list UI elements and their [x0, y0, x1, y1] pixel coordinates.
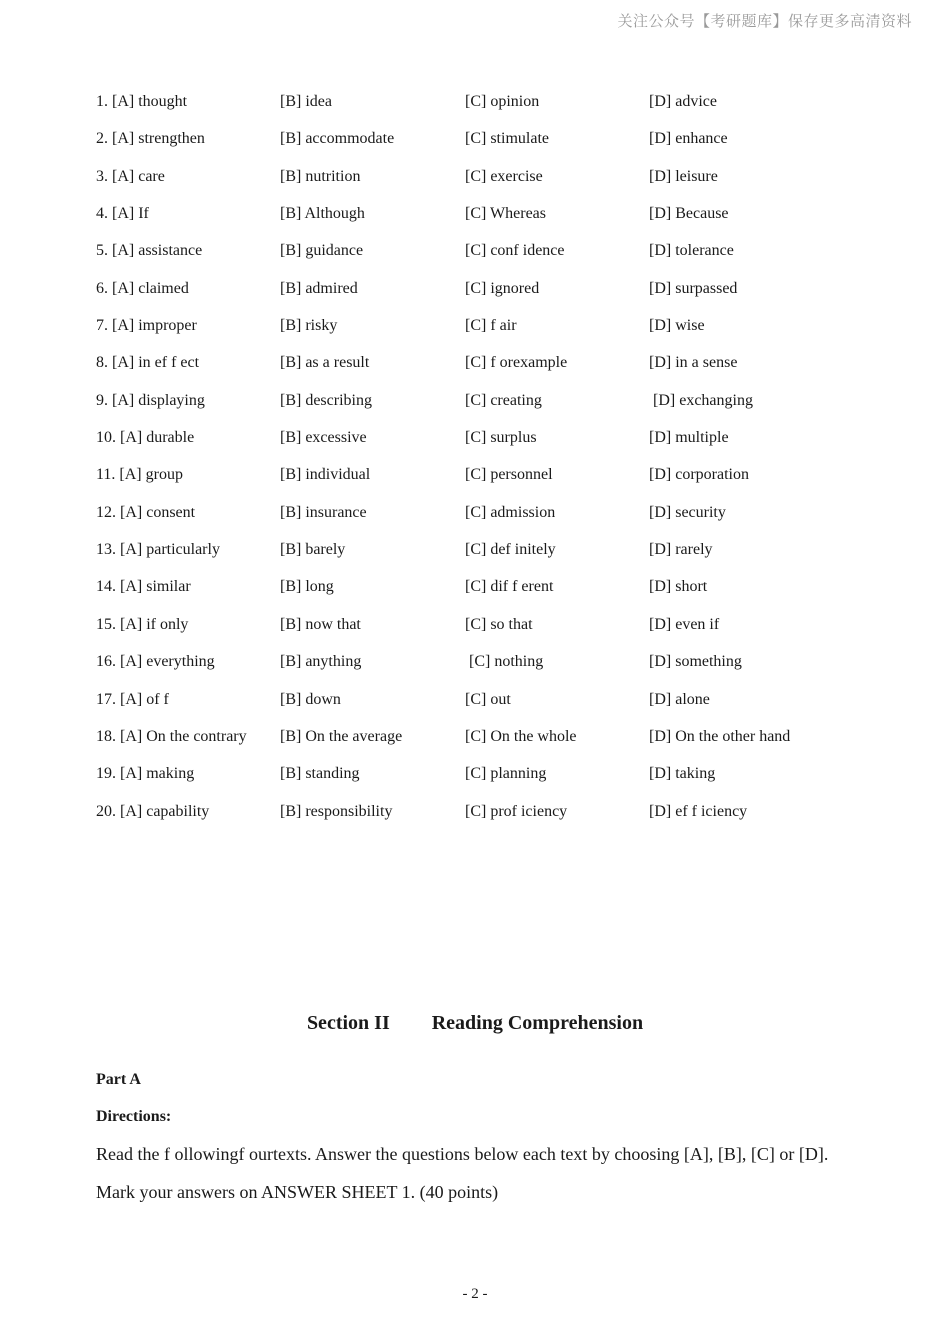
option-a: 10. [A] durable: [96, 429, 195, 447]
option-a: 3. [A] care: [96, 167, 165, 185]
option-a: 9. [A] displaying: [96, 391, 205, 409]
question-row: [96, 503, 876, 540]
part-label: Part A: [96, 1071, 141, 1088]
watermark-text: 关注公众号【考研题库】保存更多高清资料: [617, 12, 912, 30]
question-row: [96, 802, 876, 839]
question-row: [96, 167, 876, 204]
option-c: [C] dif f erent: [465, 578, 554, 596]
option-c: [C] opinion: [465, 93, 540, 110]
option-c: [C] Whereas: [465, 205, 546, 223]
option-d: [D] corporation: [649, 466, 749, 484]
option-c: [C] personnel: [465, 466, 553, 484]
section-title: Reading Comprehension: [431, 1012, 644, 1034]
option-b: [B] standing: [280, 765, 360, 783]
option-d: [D] multiple: [649, 429, 729, 447]
option-c: [C] planning: [465, 765, 547, 783]
section-heading: [0, 1012, 950, 1035]
option-d: [D] in a sense: [649, 354, 738, 372]
option-d: [D] security: [649, 503, 726, 521]
section-number: Section II: [306, 1012, 390, 1034]
question-row: [96, 764, 876, 801]
option-a: 7. [A] improper: [96, 317, 197, 335]
cloze-options-list: [96, 92, 876, 839]
option-a: 15. [A] if only: [96, 615, 189, 633]
question-row: [96, 391, 876, 428]
question-row: [96, 727, 876, 764]
option-b: [B] risky: [280, 317, 338, 335]
option-b: [B] individual: [280, 466, 371, 484]
option-a: 16. [A] everything: [96, 653, 215, 671]
option-c: [C] prof iciency: [465, 802, 568, 820]
option-d: [D] wise: [649, 317, 705, 335]
option-d: [D] something: [649, 653, 742, 671]
option-b: [B] long: [280, 578, 334, 596]
question-row: [96, 316, 876, 353]
option-b: [B] insurance: [280, 503, 367, 521]
question-row: [96, 690, 876, 727]
option-d: [D] alone: [649, 690, 710, 708]
option-d: [D] taking: [649, 765, 716, 783]
option-c: [C] def initely: [465, 541, 556, 559]
option-d: [D] even if: [649, 615, 720, 633]
option-c: [C] creating: [465, 391, 542, 409]
option-a: 13. [A] particularly: [96, 541, 220, 559]
question-row: [96, 577, 876, 614]
directions-text-line-2: Mark your answers on ANSWER SHEET 1. (40 points): [96, 1182, 499, 1202]
option-b: [B] barely: [280, 541, 346, 559]
option-b: [B] idea: [280, 93, 332, 110]
option-a: 1. [A] thought: [96, 93, 188, 110]
option-b: [B] accommodate: [280, 130, 395, 148]
question-row: [96, 204, 876, 241]
option-c: [C] f orexample: [465, 354, 568, 372]
option-c: [C] so that: [465, 615, 533, 633]
option-a: 17. [A] of f: [96, 690, 169, 708]
option-a: 11. [A] group: [96, 466, 183, 484]
directions-text-line-1: Read the f ollowingf ourtexts. Answer the questions below each text by choosing [A], [B], [C] or [D].: [96, 1144, 829, 1164]
option-c: [C] out: [465, 690, 511, 708]
option-a: 12. [A] consent: [96, 503, 196, 521]
option-b: [B] down: [280, 690, 341, 708]
option-b: [B] admired: [280, 279, 358, 297]
question-row: [96, 615, 876, 652]
option-a: 2. [A] strengthen: [96, 130, 205, 148]
question-row: [96, 279, 876, 316]
option-d: [D] On the other hand: [649, 727, 791, 745]
option-a: 18. [A] On the contrary: [96, 727, 247, 745]
option-d: [D] surpassed: [649, 279, 738, 297]
question-row: [96, 92, 876, 129]
option-c: [C] ignored: [465, 279, 540, 297]
option-d: [D] tolerance: [649, 242, 734, 260]
option-d: [D] Because: [649, 205, 729, 223]
option-a: 20. [A] capability: [96, 802, 210, 820]
question-row: [96, 540, 876, 577]
option-b: [B] as a result: [280, 354, 370, 372]
option-c: [C] surplus: [465, 429, 537, 447]
option-b: [B] responsibility: [280, 802, 393, 820]
option-d: [D] exchanging: [649, 391, 753, 409]
question-row: [96, 428, 876, 465]
option-d: [D] ef f iciency: [649, 802, 748, 820]
option-a: 4. [A] If: [96, 205, 149, 223]
option-b: [B] nutrition: [280, 167, 361, 185]
page-number: - 2 -: [462, 1286, 488, 1302]
option-a: 19. [A] making: [96, 765, 195, 783]
option-b: [B] guidance: [280, 242, 364, 260]
option-c: [C] f air: [465, 317, 517, 335]
option-a: 5. [A] assistance: [96, 242, 203, 260]
option-d: [D] leisure: [649, 167, 718, 185]
option-d: [D] enhance: [649, 130, 728, 148]
option-b: [B] anything: [280, 653, 362, 671]
question-row: [96, 652, 876, 689]
question-row: [96, 241, 876, 278]
option-d: [D] advice: [649, 93, 717, 110]
option-b: [B] excessive: [280, 429, 367, 447]
option-a: 8. [A] in ef f ect: [96, 354, 200, 372]
option-c: [C] exercise: [465, 167, 543, 185]
question-row: [96, 129, 876, 166]
option-b: [B] On the average: [280, 727, 403, 745]
option-d: [D] rarely: [649, 541, 713, 559]
option-d: [D] short: [649, 578, 708, 596]
option-b: [B] describing: [280, 391, 372, 409]
option-b: [B] Although: [280, 205, 365, 223]
option-c: [C] nothing: [465, 653, 544, 671]
option-c: [C] On the whole: [465, 727, 577, 745]
option-c: [C] admission: [465, 503, 556, 521]
option-c: [C] stimulate: [465, 130, 549, 148]
question-row: [96, 465, 876, 502]
option-a: 6. [A] claimed: [96, 279, 189, 297]
option-b: [B] now that: [280, 615, 361, 633]
question-row: [96, 353, 876, 390]
directions-label: Directions:: [96, 1108, 172, 1125]
option-a: 14. [A] similar: [96, 578, 191, 596]
option-c: [C] conf idence: [465, 242, 565, 260]
